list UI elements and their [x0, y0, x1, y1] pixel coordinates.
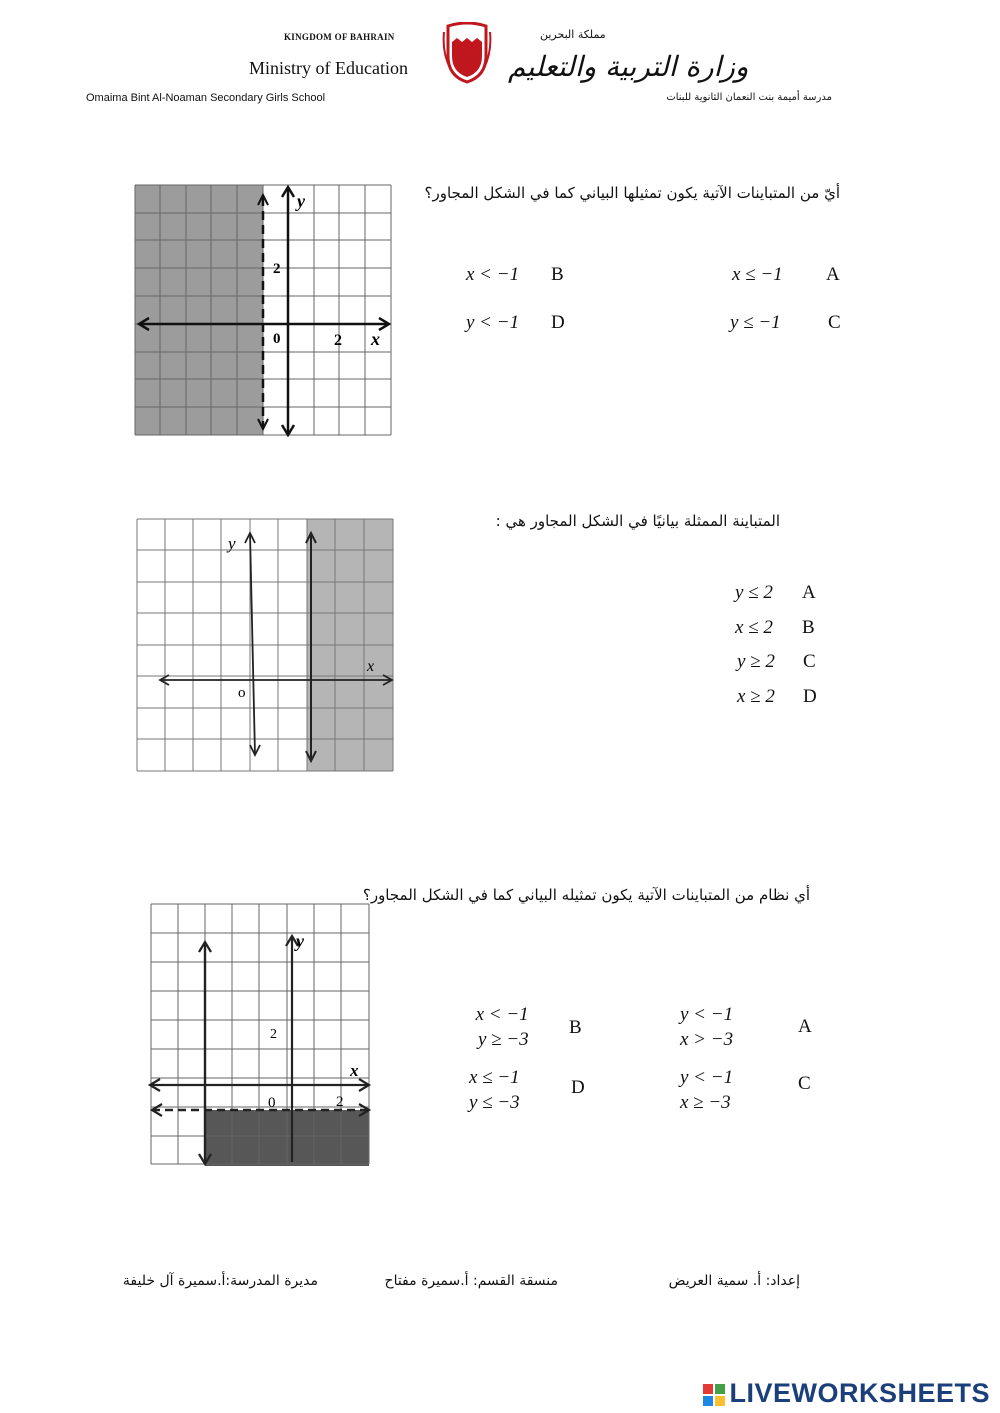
q3-option-d-line2: y ≤ −3	[469, 1092, 520, 1113]
shaded-region	[135, 185, 263, 435]
y-tick-label: 2	[270, 1027, 277, 1042]
option-b-math: x < −1	[466, 264, 520, 285]
question-3-graph	[148, 902, 372, 1168]
y-tick-label: 2	[273, 261, 281, 277]
option-d-math: y < −1	[466, 312, 520, 333]
q2-option-a-letter: A	[802, 582, 816, 603]
option-a-expr[interactable]	[732, 264, 783, 286]
q2-option-c-expr[interactable]	[737, 651, 775, 673]
school-name-ar: مدرسة أميمة بنت النعمان الثانوية للبنات	[666, 92, 832, 103]
option-d-letter: D	[551, 312, 565, 333]
q2-option-c-letter: C	[803, 651, 816, 672]
bahrain-crest-icon	[442, 22, 492, 84]
q2-option-d-expr[interactable]	[737, 686, 775, 708]
option-b-expr[interactable]	[466, 264, 519, 286]
question-2-text: المتباينة الممثلة بيانيًا في الشكل المجاور هي :	[495, 512, 780, 530]
school-principal: مديرة المدرسة:أ.سميرة آل خليفة	[122, 1273, 318, 1289]
q2-option-a-expr[interactable]	[735, 582, 773, 604]
q3-option-b-expr[interactable]	[474, 1002, 529, 1052]
q2-option-a-math: y ≤ 2	[735, 582, 773, 603]
q2-option-b-expr[interactable]	[735, 617, 773, 639]
kingdom-en: KINGDOM OF BAHRAIN	[284, 32, 395, 42]
y-axis	[250, 533, 255, 755]
option-b-letter: B	[551, 264, 564, 285]
x-tick-label: 2	[336, 1094, 344, 1110]
question-3-text: أي نظام من المتباينات الآتية يكون تمثيله البياني كما في الشكل المجاور؟	[362, 886, 810, 904]
question-2-graph	[135, 517, 397, 775]
origin-label: o	[238, 685, 246, 701]
q2-option-b-letter: B	[802, 617, 815, 638]
question-1-text: أيّ من المتباينات الآتية يكون تمثيلها البياني كما في الشكل المجاور؟	[424, 184, 840, 202]
ministry-ar: وزارة التربية والتعليم	[508, 50, 749, 83]
q3-option-c-letter: C	[798, 1073, 811, 1094]
department-coordinator: منسقة القسم: أ.سميرة مفتاح	[384, 1273, 558, 1289]
q3-option-b-line1: x < −1	[475, 1004, 529, 1025]
q3-option-a-expr[interactable]	[680, 1002, 733, 1052]
y-axis-label: y	[228, 534, 236, 553]
q3-option-a-line2: x > −3	[680, 1029, 734, 1050]
option-c-math: y ≤ −1	[730, 312, 781, 333]
q3-option-a-letter: A	[798, 1016, 812, 1037]
q3-option-c-expr[interactable]	[680, 1065, 733, 1115]
x-axis-label: x	[367, 658, 375, 675]
option-a-letter: A	[826, 264, 840, 285]
q2-option-c-math: y ≥ 2	[737, 651, 775, 672]
q3-option-b-letter: B	[569, 1017, 582, 1038]
q2-option-d-math: x ≥ 2	[737, 686, 775, 707]
q2-option-b-math: x ≤ 2	[735, 617, 773, 638]
option-c-letter: C	[828, 312, 841, 333]
x-axis-label: x	[371, 329, 380, 349]
prepared-by: إعداد: أ. سمية العريض	[668, 1273, 800, 1289]
kingdom-ar: مملكة البحرين	[540, 28, 606, 41]
school-name-en: Omaima Bint Al-Noaman Secondary Girls School	[86, 92, 326, 104]
y-axis-label: y	[297, 191, 305, 211]
q3-option-d-letter: D	[571, 1077, 585, 1098]
q3-option-d-line1: x ≤ −1	[469, 1067, 520, 1088]
q2-option-d-letter: D	[803, 686, 817, 707]
liveworksheets-logo[interactable]	[703, 1378, 990, 1409]
q3-option-b-line2: y ≥ −3	[478, 1029, 529, 1050]
q3-option-c-line2: x ≥ −3	[680, 1092, 731, 1113]
question-1-graph	[133, 183, 395, 438]
x-axis-label: x	[350, 1061, 359, 1080]
q3-option-d-expr[interactable]	[469, 1065, 520, 1115]
option-d-expr[interactable]	[466, 312, 519, 334]
origin-label: 0	[268, 1095, 276, 1111]
origin-label: 0	[273, 331, 281, 347]
liveworksheets-wordmark: LIVEWORKSHEETS	[729, 1378, 990, 1408]
q3-option-a-line1: y < −1	[680, 1004, 734, 1025]
option-c-expr[interactable]	[730, 312, 781, 334]
x-tick-label: 2	[334, 332, 342, 349]
q3-option-c-line1: y < −1	[680, 1067, 734, 1088]
liveworksheets-mark-icon	[703, 1384, 725, 1406]
y-axis-label: y	[296, 931, 304, 951]
ministry-en: Ministry of Education	[249, 58, 408, 78]
option-a-math: x ≤ −1	[732, 264, 783, 285]
